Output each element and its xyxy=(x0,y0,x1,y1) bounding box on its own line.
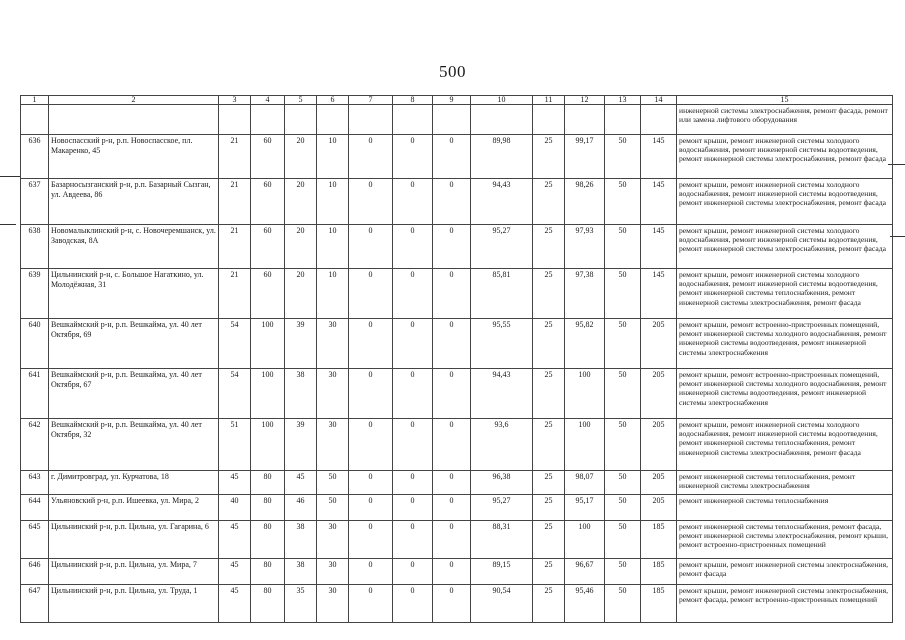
value-cell-12: 100 xyxy=(565,419,605,471)
row-number-cell: 646 xyxy=(21,559,49,585)
value-cell-9: 0 xyxy=(433,521,471,559)
address-cell: Вешкаймский р-н, р.п. Вешкайма, ул. 40 лет Октября, 32 xyxy=(49,419,219,471)
table-row xyxy=(21,319,893,369)
value-cell-14: 205 xyxy=(641,319,677,369)
value-cell-4: 60 xyxy=(251,179,285,225)
row-number-cell: 639 xyxy=(21,269,49,319)
table-row xyxy=(21,585,893,623)
row-number-cell: 637 xyxy=(21,179,49,225)
value-cell-10: 96,38 xyxy=(471,471,533,495)
value-cell-11: 25 xyxy=(533,225,565,269)
repair-program-table xyxy=(20,95,893,623)
value-cell-8: 0 xyxy=(393,585,433,623)
value-cell-13: 50 xyxy=(605,495,641,521)
value-cell-9: 0 xyxy=(433,225,471,269)
row-number-cell: 647 xyxy=(21,585,49,623)
header-row xyxy=(21,96,893,105)
value-cell-5: 39 xyxy=(285,419,317,471)
address-cell: Базарносызганский р-н, р.п. Базарный Сызган, ул. Авдеева, 86 xyxy=(49,179,219,225)
value-cell-13: 50 xyxy=(605,179,641,225)
value-cell-9: 0 xyxy=(433,559,471,585)
value-cell-8: 0 xyxy=(393,495,433,521)
value-cell-9: 0 xyxy=(433,471,471,495)
address-cell: Ульяновский р-н, р.п. Ишеевка, ул. Мира, 2 xyxy=(49,495,219,521)
address-cell: Новомалыклинский р-н, с. Новочеремшанск, ул. Заводская, 8А xyxy=(49,225,219,269)
works-cell: ремонт крыши, ремонт инженерной системы холодного водоснабжения, ремонт инженерной системы водоотведения, ремонт инженерной системы теплоснабжения, ремонт инженерной системы электроснабжения, ремонт фасада xyxy=(677,419,893,471)
value-cell-11: 25 xyxy=(533,135,565,179)
address-cell: Цильнинский р-н, р.п. Цильна, ул. Труда, 1 xyxy=(49,585,219,623)
value-cell-4: 80 xyxy=(251,585,285,623)
value-cell-10: 95,27 xyxy=(471,495,533,521)
value-cell-10: 93,6 xyxy=(471,419,533,471)
header-cell: 2 xyxy=(49,96,219,105)
row-number-cell: 644 xyxy=(21,495,49,521)
value-cell-12: 98,07 xyxy=(565,471,605,495)
value-cell-10: 94,43 xyxy=(471,369,533,419)
value-cell-10: 90,54 xyxy=(471,585,533,623)
value-cell-5: 20 xyxy=(285,225,317,269)
row-number-cell: 636 xyxy=(21,135,49,179)
value-cell-5: 20 xyxy=(285,135,317,179)
header-cell: 14 xyxy=(641,96,677,105)
value-cell-8: 0 xyxy=(393,269,433,319)
value-cell-8: 0 xyxy=(393,179,433,225)
value-cell-4: 80 xyxy=(251,559,285,585)
value-cell-14: 205 xyxy=(641,495,677,521)
value-cell-12: 100 xyxy=(565,369,605,419)
value-cell-4: 80 xyxy=(251,495,285,521)
table-row xyxy=(21,225,893,269)
value-cell-8: 0 xyxy=(393,471,433,495)
value-cell-7: 0 xyxy=(349,269,393,319)
header-cell: 9 xyxy=(433,96,471,105)
continuation-works-cell: инженерной системы электроснабжения, ремонт фасада, ремонт или замена лифтового оборудования xyxy=(677,105,893,135)
value-cell-10: 89,98 xyxy=(471,135,533,179)
address-cell: Вешкаймский р-н, р.п. Вешкайма, ул. 40 лет Октября, 69 xyxy=(49,319,219,369)
header-cell: 4 xyxy=(251,96,285,105)
value-cell-13: 50 xyxy=(605,559,641,585)
value-cell-8: 0 xyxy=(393,319,433,369)
value-cell-14: 145 xyxy=(641,225,677,269)
works-cell: ремонт крыши, ремонт инженерной системы холодного водоснабжения, ремонт инженерной системы водоотведения, ремонт инженерной системы электроснабжения, ремонт фасада xyxy=(677,225,893,269)
value-cell-4: 100 xyxy=(251,369,285,419)
works-cell: ремонт инженерной системы теплоснабжения, ремонт фасада, ремонт инженерной системы электроснабжения, ремонт крыши, ремонт встроенно-пристроенных помещений xyxy=(677,521,893,559)
value-cell-11: 25 xyxy=(533,269,565,319)
value-cell-8: 0 xyxy=(393,135,433,179)
value-cell-9: 0 xyxy=(433,495,471,521)
table-row xyxy=(21,269,893,319)
value-cell-12: 95,46 xyxy=(565,585,605,623)
row-number-cell: 643 xyxy=(21,471,49,495)
value-cell-3: 21 xyxy=(219,135,251,179)
value-cell-11: 25 xyxy=(533,471,565,495)
value-cell-5: 20 xyxy=(285,269,317,319)
row-number-cell: 638 xyxy=(21,225,49,269)
value-cell-10: 85,81 xyxy=(471,269,533,319)
value-cell-9: 0 xyxy=(433,269,471,319)
value-cell-6: 30 xyxy=(317,559,349,585)
header-cell: 6 xyxy=(317,96,349,105)
value-cell-6: 10 xyxy=(317,135,349,179)
value-cell-4: 100 xyxy=(251,419,285,471)
value-cell-12: 95,82 xyxy=(565,319,605,369)
value-cell-6: 10 xyxy=(317,269,349,319)
row-number-cell: 645 xyxy=(21,521,49,559)
value-cell-11: 25 xyxy=(533,319,565,369)
value-cell-13: 50 xyxy=(605,135,641,179)
value-cell-12: 100 xyxy=(565,521,605,559)
value-cell-11: 25 xyxy=(533,369,565,419)
value-cell-4: 80 xyxy=(251,521,285,559)
table-row xyxy=(21,419,893,471)
header-cell: 12 xyxy=(565,96,605,105)
value-cell-11: 25 xyxy=(533,585,565,623)
value-cell-7: 0 xyxy=(349,471,393,495)
scan-mark-left-1 xyxy=(0,176,20,177)
table-row xyxy=(21,471,893,495)
value-cell-9: 0 xyxy=(433,369,471,419)
value-cell-14: 205 xyxy=(641,471,677,495)
value-cell-3: 54 xyxy=(219,369,251,419)
table-row xyxy=(21,495,893,521)
value-cell-6: 50 xyxy=(317,471,349,495)
value-cell-9: 0 xyxy=(433,135,471,179)
header-cell: 1 xyxy=(21,96,49,105)
value-cell-11: 25 xyxy=(533,495,565,521)
value-cell-3: 51 xyxy=(219,419,251,471)
value-cell-14: 185 xyxy=(641,521,677,559)
value-cell-11: 25 xyxy=(533,521,565,559)
works-cell: ремонт крыши, ремонт инженерной системы электроснабжения, ремонт фасада xyxy=(677,559,893,585)
address-cell: г. Димитровград, ул. Курчатова, 18 xyxy=(49,471,219,495)
works-cell: ремонт крыши, ремонт встроенно-пристроенных помещений, ремонт инженерной системы холодного водоснабжения, ремонт инженерной системы водоотведения, ремонт инженерной системы электроснабжения xyxy=(677,369,893,419)
header-cell: 11 xyxy=(533,96,565,105)
value-cell-8: 0 xyxy=(393,369,433,419)
address-cell: Цильнинский р-н, р.п. Цильна, ул. Мира, 7 xyxy=(49,559,219,585)
value-cell-9: 0 xyxy=(433,585,471,623)
value-cell-4: 60 xyxy=(251,269,285,319)
value-cell-8: 0 xyxy=(393,521,433,559)
table-row xyxy=(21,521,893,559)
value-cell-4: 60 xyxy=(251,225,285,269)
row-number-cell: 640 xyxy=(21,319,49,369)
value-cell-13: 50 xyxy=(605,585,641,623)
value-cell-13: 50 xyxy=(605,225,641,269)
value-cell-4: 60 xyxy=(251,135,285,179)
value-cell-6: 30 xyxy=(317,419,349,471)
value-cell-6: 30 xyxy=(317,319,349,369)
works-cell: ремонт крыши, ремонт встроенно-пристроенных помещений, ремонт инженерной системы холодного водоснабжения, ремонт инженерной системы водоотведения, ремонт инженерной системы электроснабжения xyxy=(677,319,893,369)
header-cell: 3 xyxy=(219,96,251,105)
value-cell-8: 0 xyxy=(393,559,433,585)
value-cell-6: 30 xyxy=(317,521,349,559)
value-cell-14: 185 xyxy=(641,585,677,623)
value-cell-14: 145 xyxy=(641,179,677,225)
works-cell: ремонт крыши, ремонт инженерной системы электроснабжения, ремонт фасада, ремонт встроенно-пристроенных помещений xyxy=(677,585,893,623)
row-number-cell: 641 xyxy=(21,369,49,419)
value-cell-5: 35 xyxy=(285,585,317,623)
address-cell: Вешкаймский р-н, р.п. Вешкайма, ул. 40 лет Октября, 67 xyxy=(49,369,219,419)
value-cell-4: 80 xyxy=(251,471,285,495)
header-cell: 13 xyxy=(605,96,641,105)
value-cell-13: 50 xyxy=(605,269,641,319)
works-cell: ремонт инженерной системы теплоснабжения, ремонт инженерной системы электроснабжения xyxy=(677,471,893,495)
value-cell-6: 10 xyxy=(317,179,349,225)
value-cell-13: 50 xyxy=(605,319,641,369)
value-cell-11: 25 xyxy=(533,559,565,585)
value-cell-7: 0 xyxy=(349,225,393,269)
address-cell: Цильнинский р-н, с. Большое Нагаткино, ул. Молодёжная, 31 xyxy=(49,269,219,319)
value-cell-5: 38 xyxy=(285,559,317,585)
value-cell-3: 54 xyxy=(219,319,251,369)
value-cell-9: 0 xyxy=(433,179,471,225)
works-cell: ремонт крыши, ремонт инженерной системы холодного водоснабжения, ремонт инженерной системы водоотведения, ремонт инженерной системы электроснабжения, ремонт фасада xyxy=(677,179,893,225)
scan-mark-left-2 xyxy=(0,224,16,225)
value-cell-14: 205 xyxy=(641,369,677,419)
value-cell-7: 0 xyxy=(349,419,393,471)
value-cell-14: 145 xyxy=(641,269,677,319)
value-cell-3: 45 xyxy=(219,585,251,623)
value-cell-5: 39 xyxy=(285,319,317,369)
header-cell: 7 xyxy=(349,96,393,105)
value-cell-5: 45 xyxy=(285,471,317,495)
value-cell-3: 21 xyxy=(219,179,251,225)
works-cell: ремонт крыши, ремонт инженерной системы холодного водоснабжения, ремонт инженерной системы водоотведения, ремонт инженерной системы электроснабжения, ремонт фасада xyxy=(677,135,893,179)
value-cell-9: 0 xyxy=(433,319,471,369)
value-cell-12: 99,17 xyxy=(565,135,605,179)
value-cell-12: 96,67 xyxy=(565,559,605,585)
value-cell-6: 50 xyxy=(317,495,349,521)
value-cell-7: 0 xyxy=(349,319,393,369)
value-cell-7: 0 xyxy=(349,135,393,179)
value-cell-12: 97,38 xyxy=(565,269,605,319)
value-cell-8: 0 xyxy=(393,225,433,269)
value-cell-14: 185 xyxy=(641,559,677,585)
value-cell-7: 0 xyxy=(349,369,393,419)
value-cell-5: 46 xyxy=(285,495,317,521)
works-cell: ремонт крыши, ремонт инженерной системы холодного водоснабжения, ремонт инженерной системы водоотведения, ремонт инженерной системы теплоснабжения, ремонт инженерной системы электроснабжения, ремонт фасада xyxy=(677,269,893,319)
value-cell-7: 0 xyxy=(349,559,393,585)
table-row xyxy=(21,179,893,225)
value-cell-13: 50 xyxy=(605,471,641,495)
value-cell-8: 0 xyxy=(393,419,433,471)
value-cell-7: 0 xyxy=(349,495,393,521)
value-cell-3: 45 xyxy=(219,521,251,559)
value-cell-10: 89,15 xyxy=(471,559,533,585)
value-cell-5: 38 xyxy=(285,521,317,559)
value-cell-3: 45 xyxy=(219,559,251,585)
value-cell-3: 45 xyxy=(219,471,251,495)
table-row xyxy=(21,135,893,179)
value-cell-13: 50 xyxy=(605,521,641,559)
header-cell: 15 xyxy=(677,96,893,105)
value-cell-14: 145 xyxy=(641,135,677,179)
value-cell-11: 25 xyxy=(533,419,565,471)
address-cell: Цильнинский р-н, р.п. Цильна, ул. Гагарина, 6 xyxy=(49,521,219,559)
value-cell-12: 98,26 xyxy=(565,179,605,225)
table-row xyxy=(21,559,893,585)
page-number: 500 xyxy=(439,62,466,81)
value-cell-7: 0 xyxy=(349,585,393,623)
value-cell-13: 50 xyxy=(605,369,641,419)
value-cell-3: 21 xyxy=(219,269,251,319)
continuation-row xyxy=(21,105,893,135)
value-cell-11: 25 xyxy=(533,179,565,225)
works-cell: ремонт инженерной системы теплоснабжения xyxy=(677,495,893,521)
value-cell-7: 0 xyxy=(349,179,393,225)
row-number-cell: 642 xyxy=(21,419,49,471)
value-cell-10: 95,27 xyxy=(471,225,533,269)
value-cell-9: 0 xyxy=(433,419,471,471)
value-cell-10: 94,43 xyxy=(471,179,533,225)
header-cell: 8 xyxy=(393,96,433,105)
value-cell-3: 40 xyxy=(219,495,251,521)
value-cell-6: 30 xyxy=(317,585,349,623)
header-cell: 5 xyxy=(285,96,317,105)
value-cell-6: 10 xyxy=(317,225,349,269)
value-cell-12: 95,17 xyxy=(565,495,605,521)
address-cell: Новоспасский р-н, р.п. Новоспасское, пл. Макаренко, 45 xyxy=(49,135,219,179)
value-cell-14: 205 xyxy=(641,419,677,471)
value-cell-5: 38 xyxy=(285,369,317,419)
value-cell-10: 88,31 xyxy=(471,521,533,559)
value-cell-5: 20 xyxy=(285,179,317,225)
header-cell: 10 xyxy=(471,96,533,105)
table-row xyxy=(21,369,893,419)
value-cell-12: 97,93 xyxy=(565,225,605,269)
value-cell-6: 30 xyxy=(317,369,349,419)
value-cell-13: 50 xyxy=(605,419,641,471)
value-cell-4: 100 xyxy=(251,319,285,369)
value-cell-10: 95,55 xyxy=(471,319,533,369)
value-cell-3: 21 xyxy=(219,225,251,269)
value-cell-7: 0 xyxy=(349,521,393,559)
